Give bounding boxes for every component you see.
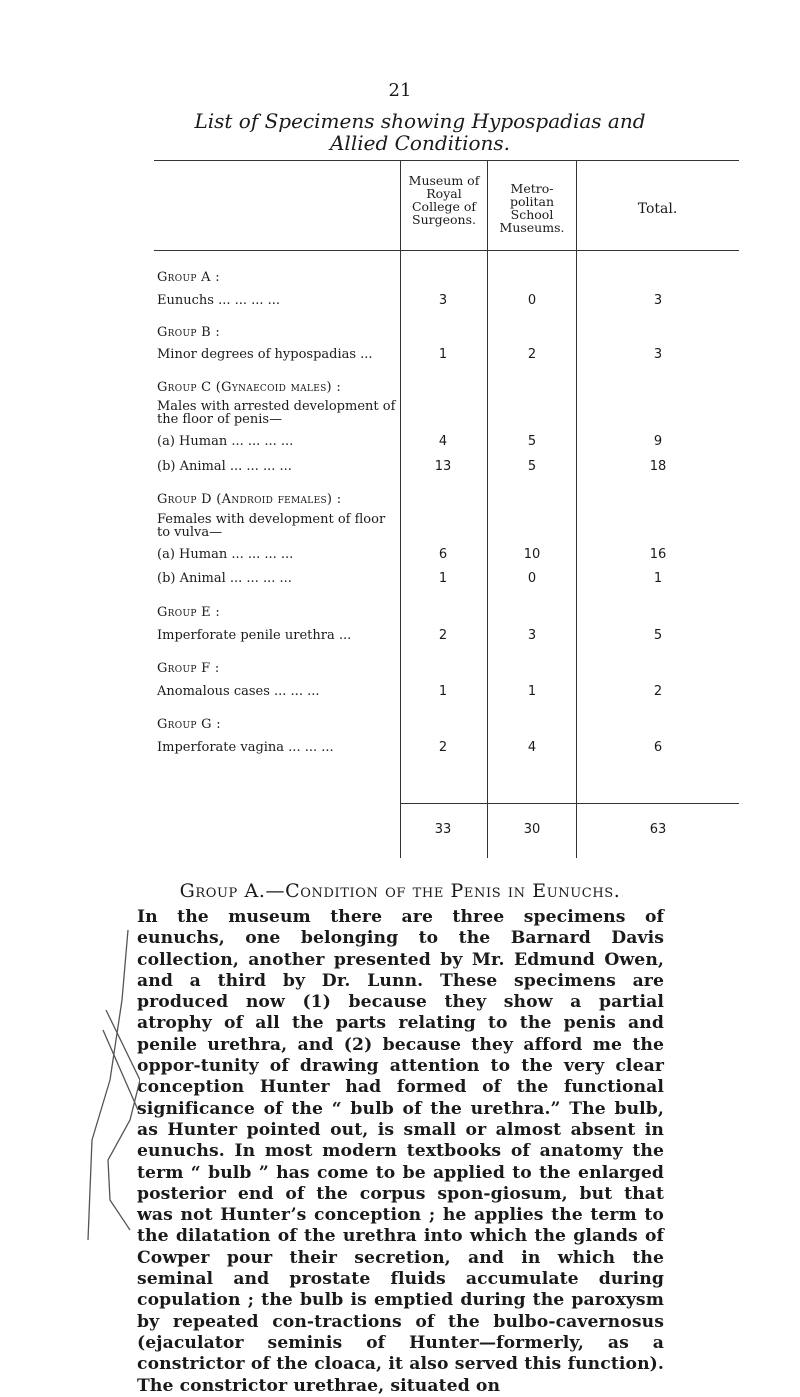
cell-minor-rcs: 1 xyxy=(438,347,448,362)
cell-vagina-rcs: 2 xyxy=(438,740,448,755)
table-top-rule xyxy=(154,160,739,161)
cell-eunuchs-total: 3 xyxy=(653,293,663,308)
column-divider-3 xyxy=(576,160,577,858)
column-header-metropolitan: Metro-politan School Museums. xyxy=(499,181,565,235)
column-header-rcs: Museum of Royal College of Surgeons. xyxy=(408,173,480,227)
total-metro: 30 xyxy=(523,822,541,837)
row-label-d-animal: (b) Animal ... ... ... ... xyxy=(157,571,292,586)
cell-d-animal-metro: 0 xyxy=(527,571,537,586)
cell-d-animal-rcs: 1 xyxy=(438,571,448,586)
cell-anomalous-rcs: 1 xyxy=(438,684,448,699)
total-rcs: 33 xyxy=(434,822,452,837)
totals-rule xyxy=(400,803,739,804)
row-label-anomalous-cases: Anomalous cases ... ... ... xyxy=(157,684,320,699)
cell-c-human-rcs: 4 xyxy=(438,434,448,449)
row-label-group-e: Group E : xyxy=(157,605,221,620)
cell-anomalous-metro: 1 xyxy=(527,684,537,699)
row-label-group-a: Group A : xyxy=(157,270,220,285)
row-label-group-b: Group B : xyxy=(157,325,221,340)
cell-eunuchs-rcs: 3 xyxy=(438,293,448,308)
table-header-rule xyxy=(154,250,739,251)
page-number: 21 xyxy=(388,80,412,101)
total-grand: 63 xyxy=(649,822,667,837)
cell-minor-total: 3 xyxy=(653,347,663,362)
cell-anomalous-total: 2 xyxy=(653,684,663,699)
cell-d-human-rcs: 6 xyxy=(438,547,448,562)
cell-urethra-metro: 3 xyxy=(527,628,537,643)
cell-c-animal-metro: 5 xyxy=(527,459,537,474)
column-divider-2 xyxy=(487,160,488,858)
column-header-total: Total. xyxy=(637,201,678,217)
row-label-group-f: Group F : xyxy=(157,661,220,676)
cell-urethra-rcs: 2 xyxy=(438,628,448,643)
row-label-d-human: (a) Human ... ... ... ... xyxy=(157,547,294,562)
cell-minor-metro: 2 xyxy=(527,347,537,362)
row-label-group-c-note: Males with arrested development of the floor of penis— xyxy=(157,399,396,427)
row-label-c-animal: (b) Animal ... ... ... ... xyxy=(157,459,292,474)
cell-c-animal-total: 18 xyxy=(649,459,667,474)
body-paragraph: In the museum there are three specimens of eunuchs, one belonging to the Barnard Davis collection, another presented by Mr. Edmund Owen, and a third by Dr. Lunn. These specimens are produced now (1) because they show a partial atrophy of all the parts relating to the penis and penile urethra, and (2) because they afford me the oppor-tunity of drawing attention to the very clear conception Hunter had formed of the functional significance of the “ bulb of the urethra.” The bulb, as Hunter pointed out, is small or almost absent in eunuchs. In most modern textbooks of anatomy the term “ bulb ” has come to be applied to the enlarged posterior end of the corpus spon-giosum, but that was not Hunter’s conception ; he applies the term to the dilatation of the urethra into which the glands of Cowper pour their secretion, and in which the seminal and prostate fluids accumulate during copulation ; the bulb is emptied during the paroxysm by repeated con-tractions of the bulbo-cavernosus (ejaculator seminis of Hunter—formerly, as a constrictor of the cloaca, it also served this function). The constrictor urethrae, situated on xyxy=(137,907,664,1396)
cell-eunuchs-metro: 0 xyxy=(527,293,537,308)
row-label-group-d-note: Females with development of floor to vulva— xyxy=(157,512,386,540)
cell-d-human-total: 16 xyxy=(649,547,667,562)
cell-vagina-metro: 4 xyxy=(527,740,537,755)
cell-urethra-total: 5 xyxy=(653,628,663,643)
list-title: List of Specimens showing Hypospadias and Allied Conditions. xyxy=(194,109,646,155)
cell-c-animal-rcs: 13 xyxy=(434,459,452,474)
row-label-imperforate-urethra: Imperforate penile urethra ... xyxy=(157,628,352,643)
row-label-group-d: Group D (Android females) : xyxy=(157,492,342,507)
row-label-group-g: Group G : xyxy=(157,717,221,732)
section-heading: Group A.—Condition of the Penis in Eunuchs. xyxy=(179,880,621,902)
row-label-group-c: Group C (Gynaecoid males) : xyxy=(157,380,342,395)
column-divider-1 xyxy=(400,160,401,858)
row-label-eunuchs: Eunuchs ... ... ... ... xyxy=(157,293,281,308)
cell-c-human-total: 9 xyxy=(653,434,663,449)
row-label-minor-hypospadias: Minor degrees of hypospadias ... xyxy=(157,347,373,362)
cell-d-animal-total: 1 xyxy=(653,571,663,586)
pencil-margin-mark xyxy=(0,0,140,1344)
cell-d-human-metro: 10 xyxy=(523,547,541,562)
cell-vagina-total: 6 xyxy=(653,740,663,755)
row-label-c-human: (a) Human ... ... ... ... xyxy=(157,434,294,449)
row-label-imperforate-vagina: Imperforate vagina ... ... ... xyxy=(157,740,334,755)
cell-c-human-metro: 5 xyxy=(527,434,537,449)
